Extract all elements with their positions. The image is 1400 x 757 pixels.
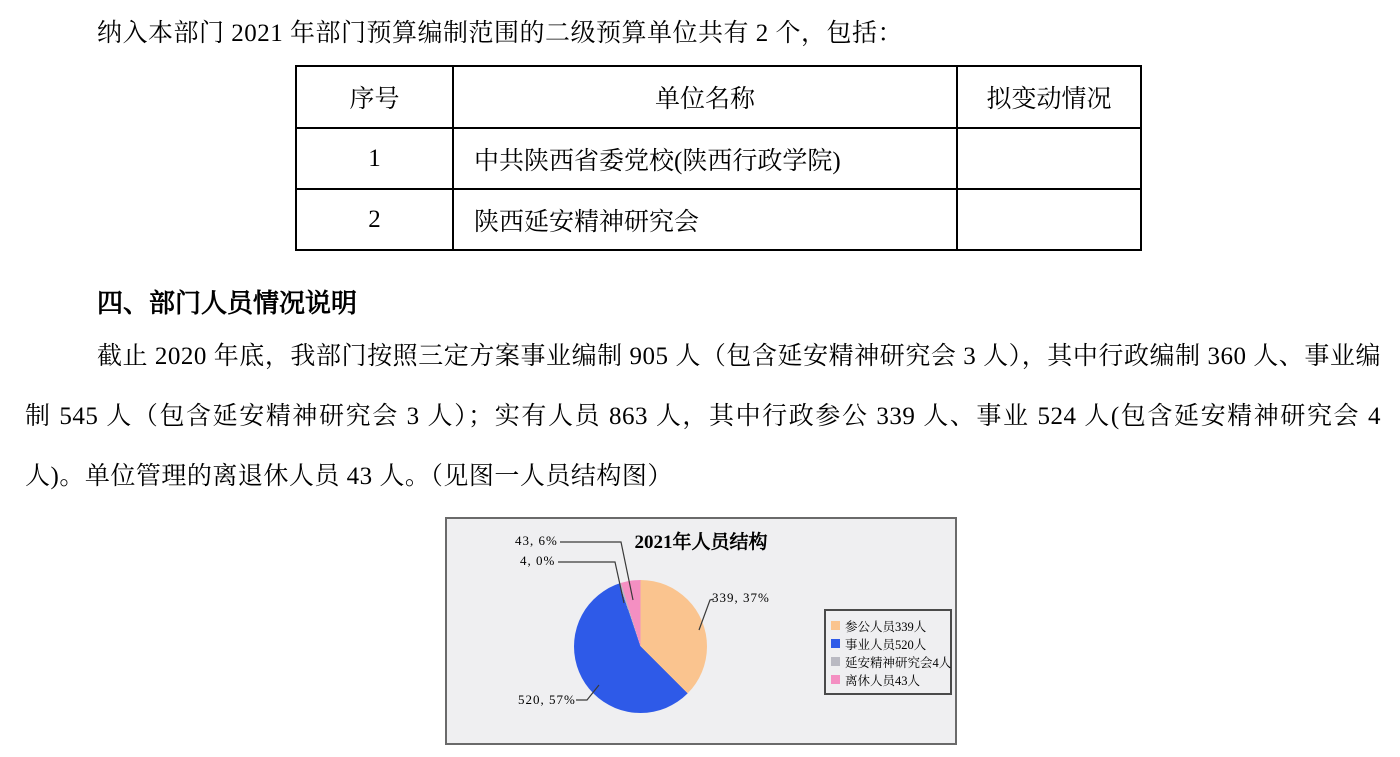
- personnel-paragraph: 截止 2020 年底，我部门按照三定方案事业编制 905 人（包含延安精神研究会 3 人），其中行政编制 360 人、事业编制 545 人（包含延安精神研究会 3 人）；实有人员 863 人，其中行政参公 339 人、事业 524 人(包含延安精神研究会 4 人)。单位管理的离退休人员 43 人。（见图一人员结构图）: [25, 343, 1381, 490]
- intro-paragraph: 纳入本部门 2021 年部门预算编制范围的二级预算单位共有 2 个，包括：: [97, 20, 904, 47]
- row1-seq-no: 1: [296, 128, 453, 189]
- header-unit-name: 单位名称: [453, 66, 957, 128]
- row2-unit-name: 陕西延安精神研究会: [453, 189, 957, 250]
- slice-label-retired: 43, 6%: [515, 533, 558, 548]
- personnel-structure-chart: [445, 517, 957, 745]
- section-heading: 四、部门人员情况说明: [97, 288, 358, 318]
- row1-change: [957, 128, 1141, 189]
- slice-label-cangong: 339, 37%: [712, 590, 770, 605]
- row1-unit-name: 中共陕西省委党校(陕西行政学院): [453, 128, 957, 189]
- legend-item: [831, 635, 945, 652]
- legend-label: 参公人员339人: [845, 619, 927, 634]
- legend-label: 离休人员43人: [845, 673, 921, 688]
- pie-chart: [574, 580, 707, 713]
- legend-label: 延安精神研究会4人: [845, 655, 952, 670]
- row2-seq-no: 2: [296, 189, 453, 250]
- budget-units-table: [295, 65, 1142, 251]
- legend-swatch-shiye: [831, 639, 840, 648]
- legend-item: [831, 653, 952, 670]
- slice-label-research: 4, 0%: [520, 553, 556, 568]
- table-row: [296, 128, 1141, 189]
- legend-swatch-research: [831, 657, 840, 666]
- table-header-row: [296, 66, 1141, 128]
- header-change-status: 拟变动情况: [957, 66, 1141, 128]
- slice-label-shiye: 520, 57%: [518, 692, 576, 707]
- legend-item: [831, 671, 945, 688]
- chart-title: 2021年人员结构: [634, 532, 768, 553]
- chart-legend: [824, 609, 952, 695]
- legend-item: [831, 617, 945, 634]
- legend-swatch-cangong: [831, 621, 840, 630]
- row2-change: [957, 189, 1141, 250]
- header-seq-no: 序号: [296, 66, 453, 128]
- legend-label: 事业人员520人: [845, 637, 927, 652]
- legend-swatch-retired: [831, 675, 840, 684]
- table-row: [296, 189, 1141, 250]
